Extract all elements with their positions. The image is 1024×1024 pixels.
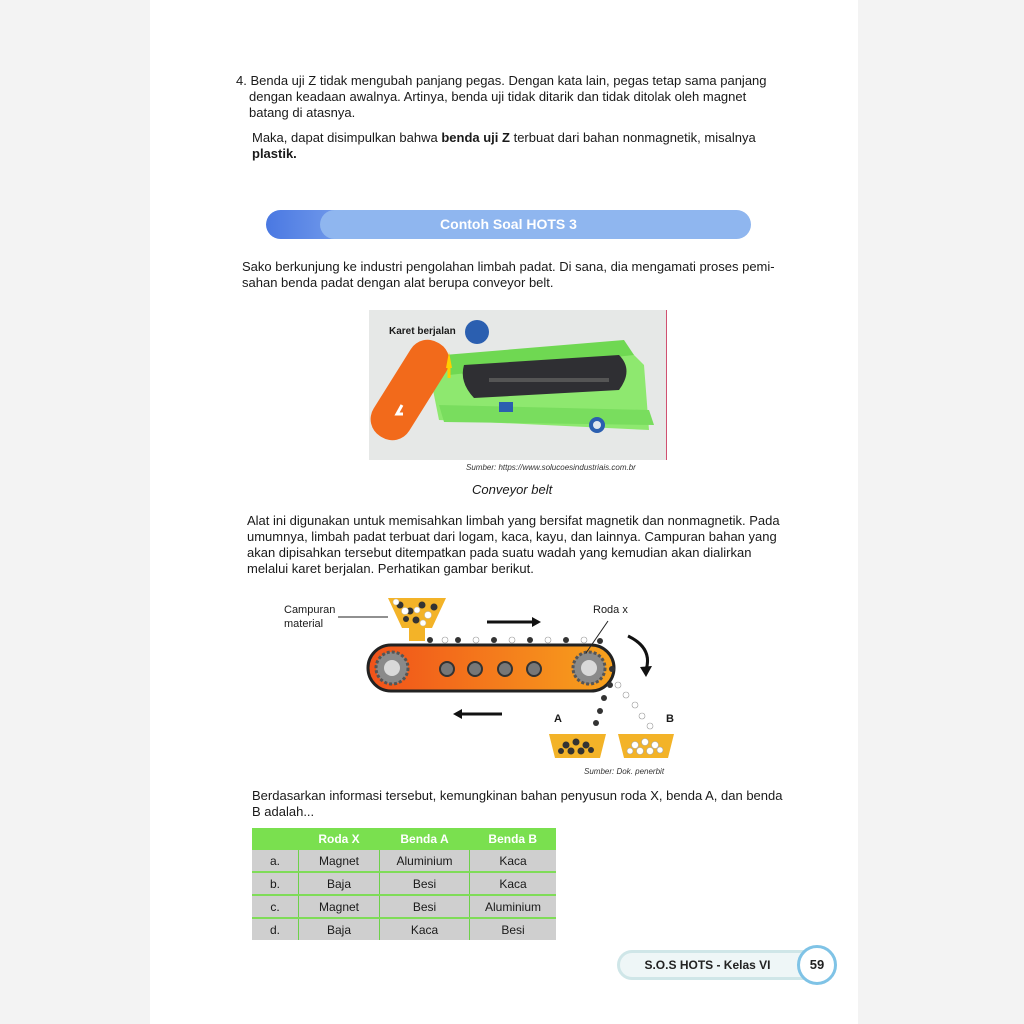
bin-b [618,734,674,758]
table-row [252,872,556,895]
gear-left-hub [384,660,400,676]
question-line2: B adalah... [252,804,315,819]
table-cell: Besi [380,872,470,895]
table-cell: Baja [299,918,380,940]
label-mix [284,603,335,631]
table-cell: Besi [470,918,557,940]
conclusion-text: Maka, dapat disimpulkan bahwa [252,130,442,145]
table-header: Benda B [470,828,557,850]
table-cell: Aluminium [380,850,470,872]
table-cell: Magnet [299,895,380,918]
table-cell: Besi [380,895,470,918]
explanation-line4: melalui karet berjalan. Perhatikan gambar berikut. [247,561,534,576]
item4-line1: Benda uji Z tidak mengubah panjang pegas. Dengan kata lain, pegas tetap sama panjang [250,73,767,88]
intro-line1: Sako berkunjung ke industri pengolahan limbah padat. Di sana, dia mengamati proses pemi- [242,259,775,274]
arrow-right-head [532,617,541,627]
option-letter: a. [252,850,299,872]
conclusion-bold-material: plastik. [252,146,297,161]
bin-a [549,734,606,758]
table-row [252,895,556,918]
item4-line2: dengan keadaan awalnya. Artinya, benda uji tidak ditarik dan tidak ditolak oleh magnet [249,89,747,104]
banner-title: Contoh Soal HOTS 3 [440,216,577,232]
intro-paragraph [242,259,797,291]
photo-source: Sumber: https://www.solucoesindustriais.com.br [466,463,636,472]
conclusion-text-2: terbuat dari bahan nonmagnetik, misalnya [509,130,756,145]
hopper-neck [409,628,425,641]
item4-number: 4. [236,73,247,88]
question-line1: Berdasarkan informasi tersebut, kemungkinan bahan penyusun roda X, benda A, dan benda [252,788,783,803]
option-letter: b. [252,872,299,895]
table-header [252,828,299,850]
question-paragraph [252,788,792,820]
intro-line2: sahan benda padat dengan alat berupa conveyor belt. [242,275,554,290]
curve-arrow-icon [628,636,648,670]
photo-label: Karet berjalan [389,326,456,337]
table-cell: Baja [299,872,380,895]
conveyor-photo [369,310,667,460]
table-header: Roda X [299,828,380,850]
item4-block [236,73,796,121]
label-roda-x: Roda x [593,604,628,616]
option-letter: d. [252,918,299,940]
label-mix-line1: Campuran [284,604,336,616]
footer-badge [617,950,827,980]
separation-diagram [270,593,690,783]
gear-right-hub [581,660,597,676]
belt-line [489,378,609,382]
table-cell: Kaca [470,850,557,872]
explanation-line1: Alat ini digunakan untuk memisahkan limbah yang bersifat magnetik dan nonmagnetik. Pada [247,513,780,528]
explanation-line2: umumnya, limbah padat terbuat dari logam, kaca, kayu, dan lainnya. Campuran bahan yang [247,529,777,544]
label-bin-a: A [554,713,562,725]
table-cell: Kaca [380,918,470,940]
label-bin-b: B [666,713,674,725]
table-cell: Aluminium [470,895,557,918]
table-row [252,850,556,872]
up-arrow-shaft [448,366,451,378]
explanation-paragraph [247,513,783,577]
motor-upper [465,320,489,344]
frame-bolt [499,402,513,412]
table-cell: Magnet [299,850,380,872]
curve-arrow-head [640,666,652,677]
page-number: 59 [797,945,837,985]
option-letter: c. [252,895,299,918]
arrow-left-head [453,709,462,719]
table-header: Benda A [380,828,470,850]
diagram-source: Sumber: Dok. penerbit [584,767,665,776]
item4-conclusion [252,130,792,162]
footer-book-title: S.O.S HOTS - Kelas VI [644,958,771,972]
hots-banner [266,210,751,239]
item4-line3: batang di atasnya. [249,105,356,120]
table-header-row [252,828,556,850]
conclusion-bold-subject: benda uji Z [441,130,510,145]
explanation-line3: akan dipisahkan tersebut ditempatkan pada suatu wadah yang kemudian akan dialirkan [247,545,752,560]
motor-lower-hub [593,421,601,429]
label-mix-line2: material [284,618,324,630]
table-row [252,918,556,940]
options-table [252,828,556,940]
table-cell: Kaca [470,872,557,895]
photo-caption: Conveyor belt [472,482,553,497]
